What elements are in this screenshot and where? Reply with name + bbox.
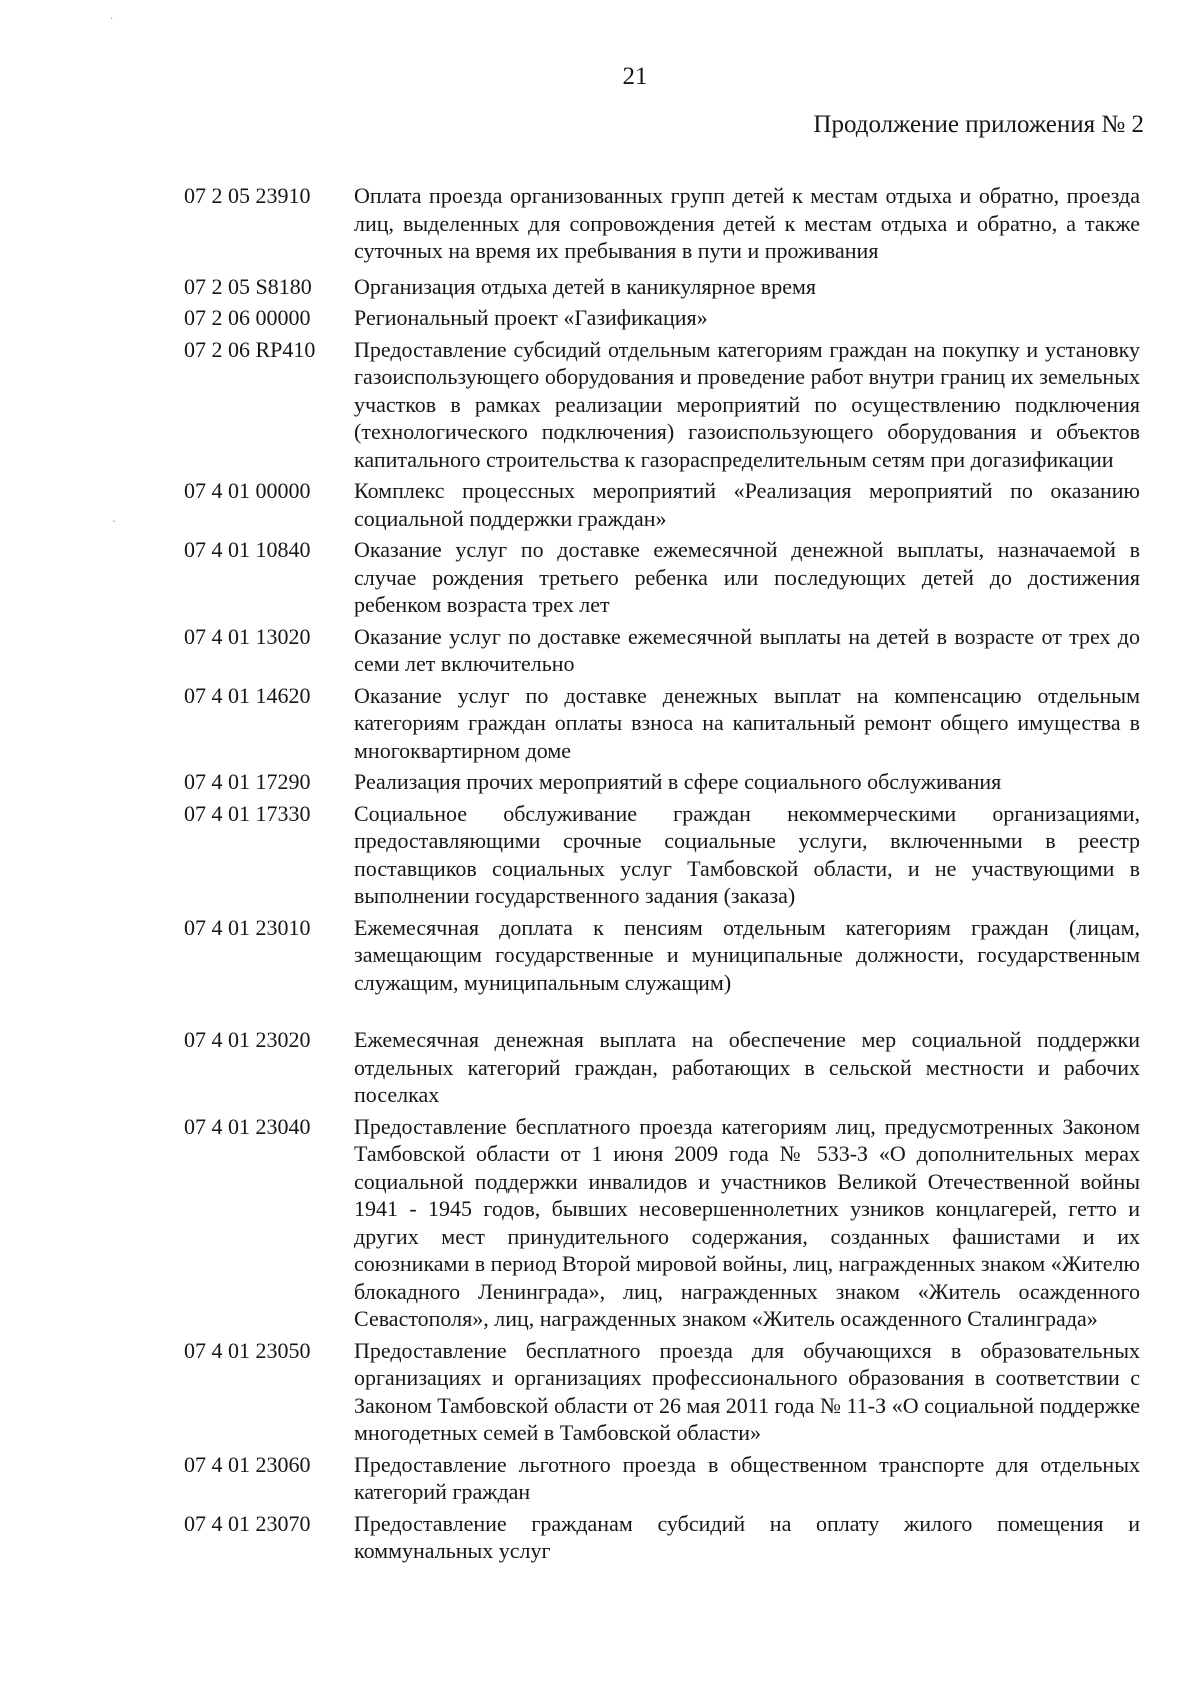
list-item [184, 536, 1140, 619]
item-description: Реализация прочих мероприятий в сфере социального обслуживания [354, 769, 1002, 794]
list-item [184, 477, 1140, 532]
list-item [184, 1113, 1140, 1333]
page-number: 21 [622, 63, 648, 90]
item-description: Комплекс процессных мероприятий «Реализация мероприятий по оказанию социальной поддержки граждан» [354, 478, 1140, 531]
item-description: Ежемесячная доплата к пенсиям отдельным категориям граждан (лицам, замещающим государственные и муниципальные должности, государственным служащим, муниципальным служащим) [354, 914, 1140, 995]
item-description: Социальное обслуживание граждан некоммерческими организациями, предоставляющими срочные социальные услуги, включенными в реестр поставщиков социальных услуг Тамбовской области, и не участвующими в выполнении государственного задания (заказа) [354, 800, 1140, 908]
item-description: Организация отдыха детей в каникулярное время [354, 273, 816, 299]
budget-code: 07 4 01 14620 [184, 682, 311, 708]
list-item [184, 623, 1140, 678]
item-description: Оказание услуг по доставке денежных выплат на компенсацию отдельным категориям граждан оплаты взноса на капитальный ремонт общего имущества в многоквартирном доме [354, 682, 1140, 763]
budget-code: 07 4 01 00000 [184, 478, 311, 503]
item-description: Оплата проезда организованных групп детей к местам отдыха и обратно, проезда лиц, выделенных для сопровождения детей к местам отдыха и обратно, а также суточных на время их пребывания в пути и проживания [354, 183, 1140, 263]
item-description: Региональный проект «Газификация» [354, 305, 708, 330]
budget-code: 07 4 01 23070 [184, 1510, 311, 1536]
budget-code: 07 4 01 13020 [184, 623, 311, 649]
item-description: Оказание услуг по доставке ежемесячной выплаты на детей в возрасте от трех до семи лет включительно [354, 623, 1140, 676]
list-item [184, 1026, 1140, 1109]
item-description: Предоставление субсидий отдельным категориям граждан на покупку и установку газоиспользующего оборудования и проведение работ внутри границ их земельных участков в рамках реализации мероприятий по осуществлению подключения (технологического подключения) газоиспользующего оборудования и объектов капитального строительства к газораспределительным сетям при догазификации [354, 336, 1140, 472]
list-item [184, 1337, 1140, 1447]
budget-code: 07 2 05 23910 [184, 183, 311, 208]
budget-code: 07 4 01 17290 [184, 769, 311, 794]
list-item [184, 1451, 1140, 1506]
budget-code: 07 4 01 17330 [184, 800, 311, 826]
list-item [184, 1510, 1140, 1565]
list-item [184, 273, 1140, 301]
item-description: Предоставление бесплатного проезда категориям лиц, предусмотренных Законом Тамбовской области от 1 июня 2009 года № 533-З «О дополнительных мерах социальной поддержки инвалидов и участников Великой Отечественной войны 1941 - 1945 годов, бывших несовершеннолетних узников концлагерей, гетто и других мест принудительного содержания, созданных фашистами и их союзниками в период Второй мировой войны, лиц, награжденных знаком «Жителю блокадного Ленинграда», лиц, награжденных знаком «Житель осажденного Севастополя», лиц, награжденных знаком «Житель осажденного Сталинграда» [354, 1113, 1140, 1331]
budget-code: 07 4 01 23050 [184, 1337, 311, 1363]
scan-mark: - [112, 516, 116, 527]
list-item [184, 336, 1140, 474]
budget-code: 07 4 01 23060 [184, 1451, 311, 1477]
item-description: Оказание услуг по доставке ежемесячной денежной выплаты, назначаемой в случае рождения третьего ребенка или последующих детей до достижения ребенком возраста трех лет [354, 537, 1140, 617]
budget-code: 07 4 01 10840 [184, 537, 311, 562]
item-description: Предоставление льготного проезда в общественном транспорте для отдельных категорий граждан [354, 1451, 1140, 1504]
item-description: Предоставление гражданам субсидий на оплату жилого помещения и коммунальных услуг [354, 1510, 1140, 1563]
budget-code: 07 4 01 23040 [184, 1113, 311, 1139]
list-item [184, 304, 1140, 332]
appendix-label: Продолжение приложения № 2 [813, 111, 1144, 138]
code-list [184, 182, 1140, 1569]
list-item [184, 914, 1140, 997]
list-item [184, 682, 1140, 765]
item-description: Предоставление бесплатного проезда для обучающихся в образовательных организациях и организациях профессионального образования в соответствии с Законом Тамбовской области от 26 мая 2011 года № 11-З «О социальной поддержке многодетных семей в Тамбовской области» [354, 1337, 1140, 1445]
list-item [184, 768, 1140, 796]
budget-code: 07 2 05 S8180 [184, 273, 312, 299]
list-item [184, 800, 1140, 910]
list-item [184, 182, 1140, 265]
budget-code: 07 2 06 RP410 [184, 336, 316, 362]
item-description: Ежемесячная денежная выплата на обеспечение мер социальной поддержки отдельных категорий граждан, работающих в сельской местности и рабочих поселках [354, 1027, 1140, 1107]
budget-code: 07 2 06 00000 [184, 305, 311, 330]
scan-speck: · [110, 14, 114, 25]
budget-code: 07 4 01 23020 [184, 1027, 311, 1052]
budget-code: 07 4 01 23010 [184, 914, 311, 940]
